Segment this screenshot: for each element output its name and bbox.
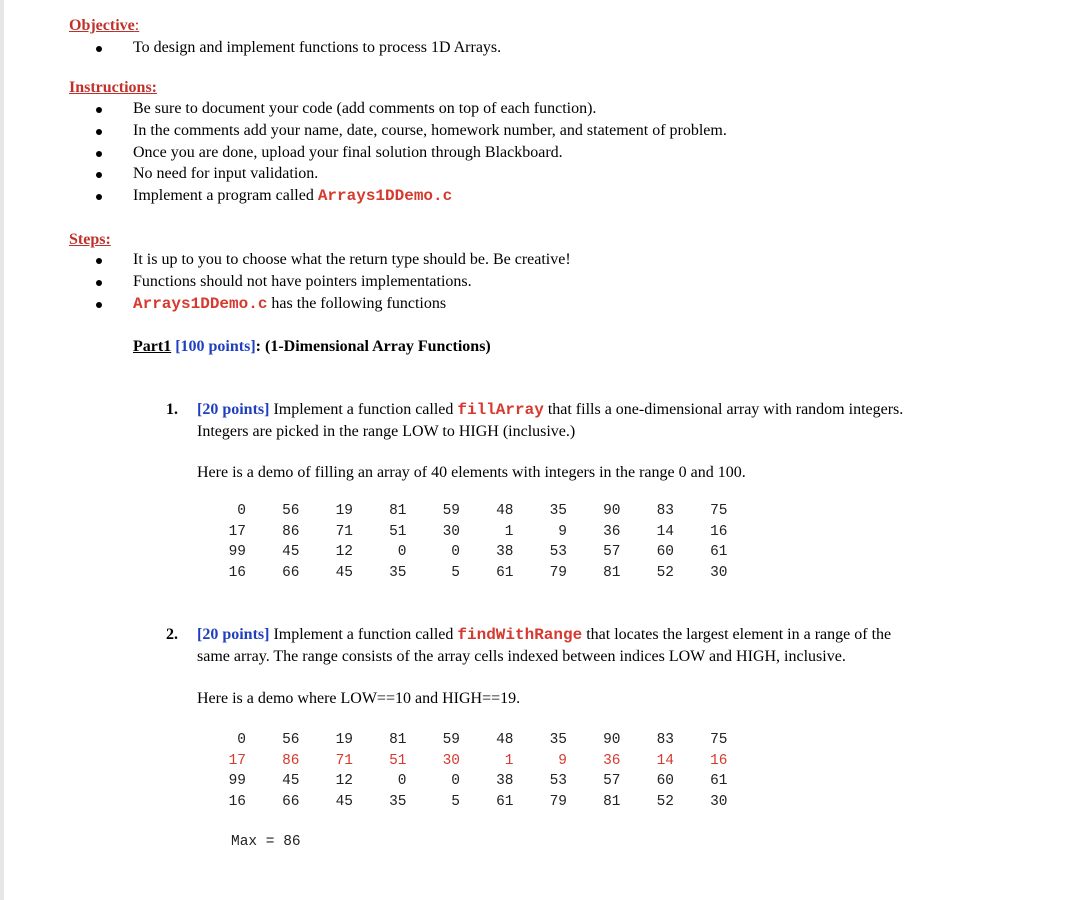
array-cell: 9 [558,523,567,540]
array-cell: 19 [335,503,353,519]
bullet-icon [96,107,102,113]
find-with-range-function: findWithRange [457,626,583,644]
array-cell: 45 [335,564,353,581]
array-cell: 81 [603,564,621,581]
program-name: Arrays1DDemo.c [317,187,453,205]
bullet-icon [96,46,102,52]
array-cell: 79 [549,564,567,581]
array-cell: 48 [496,732,514,748]
array-cell: 16 [710,752,728,769]
max-result: Max = 86 [231,834,301,850]
array-cell: 0 [397,773,407,789]
array-cell: 71 [335,523,353,540]
array-cell: 30 [442,523,460,540]
bullet-icon [96,302,102,308]
array-cell: 83 [656,732,674,748]
array-cell: 36 [603,752,621,769]
array-cell: 61 [496,564,514,581]
task1-demo-text: Here is a demo of filling an array of 40 elements with integers in the range 0 and 100. [197,464,746,481]
array-cell: 14 [656,523,674,540]
array-cell: 53 [549,773,567,789]
task1-points: [20 points] [197,401,270,418]
array-cell: 0 [397,544,407,560]
bullet-icon [96,172,102,178]
array-cell: 35 [389,793,407,810]
array-cell: 59 [442,732,460,748]
array-cell: 60 [656,773,674,789]
array-cell: 52 [656,564,674,581]
array-cell: 0 [451,544,460,560]
array-cell: 66 [282,564,300,581]
array-cell: 14 [656,752,674,769]
array-cell: 51 [389,523,407,540]
part1-title: Part1 [100 points]: (1-Dimensional Array Functions) [133,338,491,355]
array-cell: 5 [451,793,460,810]
array-cell: 57 [603,544,621,560]
array-cell: 59 [442,503,460,519]
array-cell: 38 [496,773,514,789]
array-cell: 99 [228,544,246,560]
array-cell: 90 [603,732,621,748]
array-cell: 90 [603,503,621,519]
array-cell: 79 [549,793,567,810]
array-cell: 36 [603,523,621,540]
array-cell: 56 [282,732,300,748]
part1-points: [100 points] [175,338,256,355]
array-cell: 35 [389,564,407,581]
array-cell: 45 [282,544,300,560]
array-cell: 9 [558,752,567,769]
array-cell: 56 [282,503,300,519]
array-cell: 0 [237,503,246,519]
bullet-icon [96,280,102,286]
task2-points: [20 points] [197,626,270,643]
array-cell: 53 [549,544,567,560]
array-cell: 45 [282,773,300,789]
array-cell: 19 [335,732,353,748]
array-cell: 12 [335,773,353,789]
array-cell: 81 [389,732,407,748]
array-cell: 35 [549,503,567,519]
array-cell: 16 [228,793,246,810]
fill-array-function: fillArray [457,401,544,419]
array-cell: 75 [710,503,728,519]
array-cell: 51 [389,752,407,769]
array-cell: 1 [504,752,514,769]
array-cell: 81 [603,793,621,810]
array-cell: 75 [710,732,728,748]
array-cell: 66 [282,793,300,810]
array-cell: 30 [442,752,460,769]
array-cell: 99 [228,773,246,789]
array-cell: 17 [228,752,246,769]
array-cell: 57 [603,773,621,789]
bullet-icon [96,151,102,157]
array-cell: 45 [335,793,353,810]
array-cell: 61 [496,793,514,810]
array-cell: 30 [710,793,728,810]
bullet-icon [96,194,102,200]
array-cell: 83 [656,503,674,519]
array-cell: 61 [710,544,728,560]
array-cell: 38 [496,544,514,560]
array-cell: 5 [451,564,460,581]
functions-file-name: Arrays1DDemo.c [133,295,268,313]
array-cell: 1 [504,523,514,540]
array-cell: 86 [282,523,300,540]
array-cell: 12 [335,544,353,560]
array-cell: 17 [228,523,246,540]
page-edge [0,0,4,900]
array-cell: 0 [237,732,246,748]
bullet-icon [96,258,102,264]
implement-prefix: Implement a program called [133,187,318,204]
array-cell: 61 [710,773,728,789]
objective-heading: Objective: [69,17,140,34]
instructions-heading: Instructions: [69,79,158,96]
array-cell: 35 [549,732,567,748]
array-cell: 52 [656,793,674,810]
array-cell: 0 [451,773,460,789]
steps-heading: Steps: [69,231,111,248]
task2-demo-text: Here is a demo where LOW==10 and HIGH==19. [197,690,521,707]
bullet-icon [96,129,102,135]
array-cell: 16 [228,564,246,581]
array-cell: 48 [496,503,514,519]
array-cell: 86 [282,752,300,769]
array-cell: 81 [389,503,407,519]
array-cell: 16 [710,523,728,540]
array-cell: 60 [656,544,674,560]
array-cell: 30 [710,564,728,581]
array-cell: 71 [335,752,353,769]
